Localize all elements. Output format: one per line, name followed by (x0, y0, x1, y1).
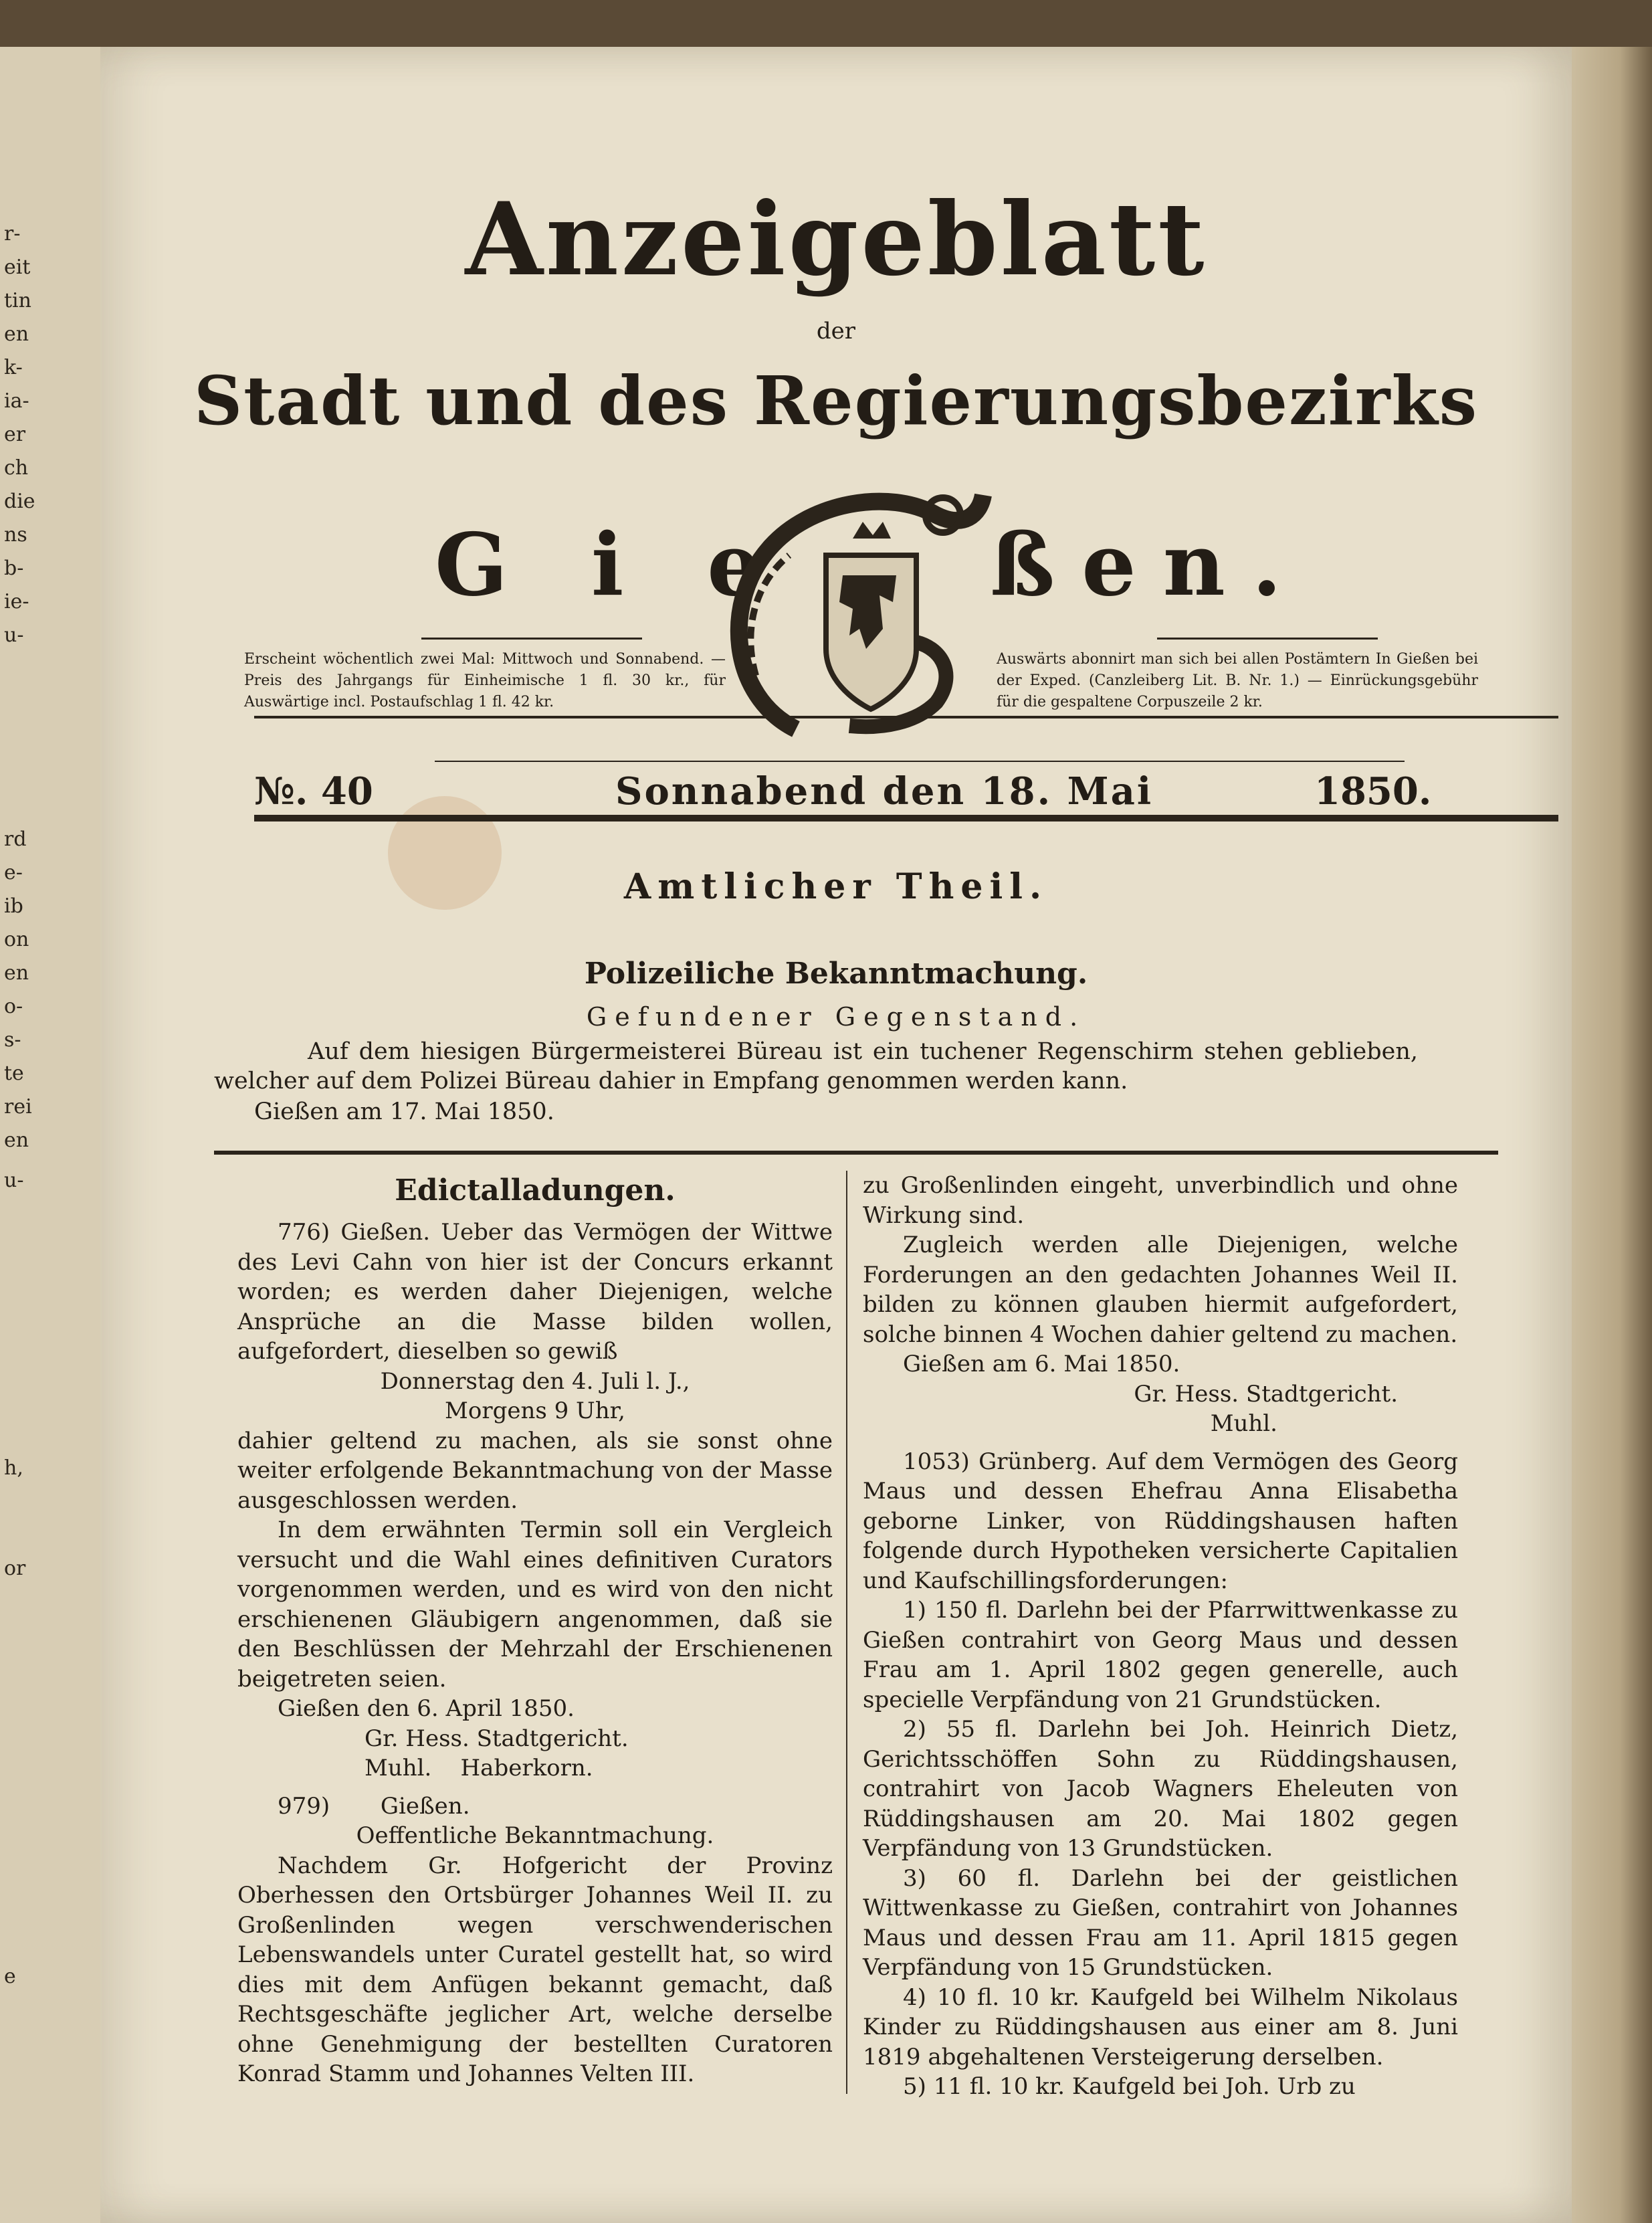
masthead-city-right: ßen. (990, 515, 1309, 615)
notice-paragraph: zu Großenlinden eingeht, unverbindlich und ohne Wirkung sind. (863, 1172, 1458, 1229)
police-body: Auf dem hiesigen Bürgermeisterei Büreau ist ein tuchener Regenschirm stehen geblieben, welcher auf dem Polizei Büreau dahier in Empfang genommen werden kann. (214, 1038, 1418, 1094)
court-name: Gr. Hess. Stadtgericht. (1134, 1380, 1398, 1408)
notice-paragraph: In dem erwähnten Termin soll ein Vergleich versucht und die Wahl eines definitiven Curators vorgenommen werden, und es wird von den nicht erschienenen Gläubigern angenommen, daß sie den Beschlüssen der Mehrzahl der Erschienenen beigetreten seien. (237, 1517, 833, 1693)
masthead-der: der (816, 318, 856, 345)
column-divider (846, 1171, 847, 2094)
notice-signoff: Gießen den 6. April 1850. (278, 1695, 575, 1722)
left-page-fragment: ie- (4, 590, 29, 613)
left-page-fragment: rei (4, 1095, 32, 1119)
claim-item: 3) 60 fl. Darlehn bei der geistlichen Wittwenkasse zu Gießen, contrahirt von Johannes Maus und dessen Frau am 11. April 1815 gegen Verpfändung von 15 Grundstücken. (863, 1864, 1458, 1981)
masthead-title: Anzeigeblatt (465, 181, 1207, 298)
masthead-rule-right (1157, 638, 1378, 640)
notice-date-line: Donnerstag den 4. Juli l. J., (380, 1367, 690, 1395)
newspaper-page (100, 47, 1572, 2223)
masthead-rule-left (421, 638, 642, 640)
left-page-fragment: on (4, 928, 29, 951)
left-page-fragment: die (4, 490, 35, 513)
left-page-fragment: s- (4, 1028, 21, 1052)
notice-paragraph: dahier geltend zu machen, als sie sonst ohne weiter erfolgende Bekanntmachung von der Masse ausgeschlossen werden. (237, 1427, 833, 1514)
left-page-fragment: r- (4, 222, 21, 246)
left-page-fragment: en (4, 1129, 29, 1152)
claim-item: 1) 150 fl. Darlehn bei der Pfarrwittwenkasse zu Gießen contrahirt von Georg Maus und dessen Frau am 1. April 1802 gegen generelle, auch specielle Verpfändung von 21 Grundstücken. (863, 1597, 1458, 1713)
claim-item: 2) 55 fl. Darlehn bei Joh. Heinrich Dietz, Gerichtsschöffen Sohn zu Rüddingshausen, contrahirt von Jacob Wagners Eheleuten von Rüddingshausen am 20. Mai 1802 gegen Verpfändung von 13 Grundstücken. (863, 1716, 1458, 1862)
edict-heading: Edictalladungen. (395, 1173, 676, 1207)
left-page-fragment: eit (4, 256, 31, 279)
claim-item: 4) 10 fl. 10 kr. Kaufgeld bei Wilhelm Nikolaus Kinder zu Rüddingshausen aus einer am 8. Juni 1819 abgehaltenen Versteigerung derselben. (863, 1984, 1458, 2070)
left-page-fragment: or (4, 1557, 26, 1580)
left-page-fragment: ch (4, 456, 29, 480)
left-page-fragment: k- (4, 356, 23, 379)
signatories: Muhl. Haberkorn. (365, 1755, 593, 1781)
signatories: Muhl. (1210, 1410, 1277, 1437)
left-page-fragment: er (4, 423, 26, 446)
left-page-fragment: en (4, 322, 29, 346)
masthead-city-left: G i e (435, 515, 789, 615)
claim-item: 5) 11 fl. 10 kr. Kaufgeld bei Joh. Urb zu (903, 2073, 1356, 2100)
left-column (237, 1171, 833, 2089)
police-signoff: Gießen am 17. Mai 1850. (254, 1098, 554, 1125)
left-page-fragment: ns (4, 523, 27, 547)
notice-signoff: Gießen am 6. Mai 1850. (903, 1351, 1180, 1377)
left-page-fragment: e- (4, 861, 23, 884)
header-rule-thin (254, 716, 1558, 718)
notice-number-line: 979) Gießen. (278, 1792, 470, 1820)
left-page-fragment: e (4, 1965, 16, 1988)
notice-paragraph: 1053) Grünberg. Auf dem Vermögen des Georg Maus und dessen Ehefrau Anna Elisabetha geborne Linker, von Rüddingshausen haften folgende durch Hypotheken versicherte Capitalien und Kaufschillingsforderungen: (863, 1448, 1458, 1594)
left-page-fragment: u- (4, 1169, 24, 1192)
date-rule-bottom (254, 815, 1558, 821)
subscription-note-right: Auswärts abonnirt man sich bei allen Postämtern In Gießen bei der Exped. (Canzleiberg Lit. B. Nr. 1.) — Einrückungsgebühr für die gespaltene Corpuszeile 2 kr. (997, 651, 1478, 710)
page-stack-edge (1572, 47, 1652, 2223)
left-page-fragment: ia- (4, 389, 29, 413)
court-name: Gr. Hess. Stadtgericht. (365, 1725, 629, 1752)
issue-number: №. 40 (254, 769, 373, 813)
left-page-fragment: h, (4, 1456, 23, 1480)
left-page-edge (0, 47, 102, 2223)
notice-paragraph: 776) Gießen. Ueber das Vermögen der Wittwe des Levi Cahn von hier ist der Concurs erkannt worden; es werden daher Diejenigen, welche Ansprüche an die Masse bilden wollen, aufgefordert, dieselben so gewiß (237, 1219, 833, 1365)
issue-year: 1850. (1314, 769, 1432, 813)
left-page-fragment: ib (4, 894, 23, 918)
issue-date: Sonnabend den 18. Mai (615, 769, 1154, 813)
left-page-fragment: te (4, 1062, 24, 1085)
police-heading: Polizeiliche Bekanntmachung. (584, 957, 1088, 991)
police-subheading: Gefundener Gegenstand. (586, 1002, 1086, 1032)
left-page-fragment: tin (4, 289, 31, 312)
notice-paragraph: Zugleich werden alle Diejenigen, welche Forderungen an den gedachten Johannes Weil II. bilden zu können glauben hiermit aufgefordert, solche binnen 4 Wochen dahier geltend zu machen. (863, 1232, 1458, 1348)
left-page-fragment: o- (4, 995, 23, 1018)
date-rule-top (435, 761, 1405, 762)
left-page-fragment: rd (4, 828, 27, 851)
notice-subheading: Oeffentliche Bekanntmachung. (356, 1822, 714, 1849)
left-page-fragment: b- (4, 557, 24, 580)
notice-paragraph: Nachdem Gr. Hofgericht der Provinz Oberhessen den Ortsbürger Johannes Weil II. zu Großenlinden wegen verschwenderischen Lebenswandels unter Curatel gestellt hat, so wird dies mit dem Anfügen bekannt gemacht, daß Rechtsgeschäfte jeglicher Art, welche derselbe ohne Genehmigung der bestellten Curatoren Konrad Stamm und Johannes Velten III. (237, 1852, 833, 2087)
masthead-subtitle: Stadt und des Regierungsbezirks (193, 361, 1479, 440)
right-column (863, 1171, 1458, 2102)
notice-time-line: Morgens 9 Uhr, (445, 1397, 625, 1424)
left-page-fragment: en (4, 961, 29, 985)
subscription-note-left: Erscheint wöchentlich zwei Mal: Mittwoch und Sonnabend. — Preis des Jahrgangs für Einheimische 1 fl. 30 kr., für Auswärtige incl. Postaufschlag 1 fl. 42 kr. (244, 651, 726, 710)
coat-of-arms-icon (716, 475, 997, 743)
section-rule (214, 1151, 1498, 1155)
section-title: Amtlicher Theil. (623, 866, 1049, 907)
left-page-fragment: u- (4, 623, 24, 647)
